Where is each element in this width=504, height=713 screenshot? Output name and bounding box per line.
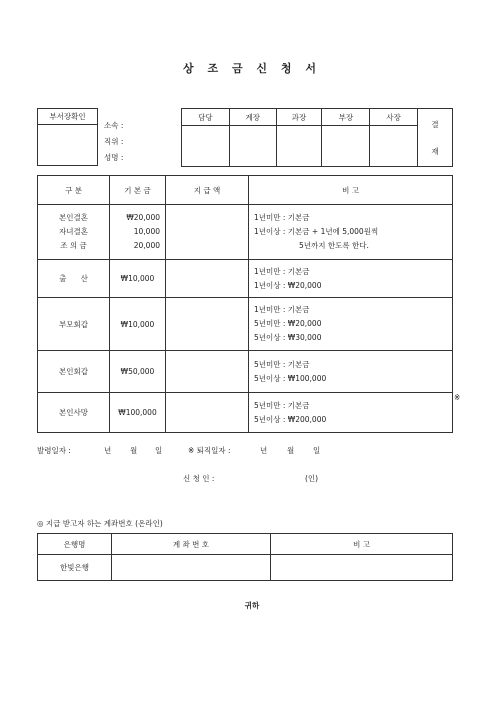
- account-heading: ◎ 지급 받고자 하는 계좌번호 (온라인): [37, 519, 163, 528]
- payment-input[interactable]: [166, 298, 249, 351]
- bank-name-cell: 한빛은행: [38, 555, 112, 581]
- account-remarks-input[interactable]: [271, 555, 453, 581]
- amount-cell: ₩10,000: [110, 298, 166, 351]
- header-remarks: 비 고: [249, 176, 453, 205]
- closing-text: 귀하: [244, 601, 260, 610]
- table-row: [38, 351, 453, 393]
- amount-cell: ₩10,000: [110, 260, 166, 298]
- category-cell: 조 의 금: [60, 241, 87, 250]
- applicant-label: 신 청 인 :: [183, 474, 215, 483]
- approval-col-chief: 계장: [229, 109, 276, 126]
- approval-side: [418, 109, 453, 167]
- table-row: [38, 260, 453, 298]
- note-line: 5년미만 : 기본금: [254, 359, 310, 369]
- sign-slot-staff[interactable]: [182, 126, 230, 167]
- note-line: 1년이상 : 기본금 + 1년에 5,000원씩: [254, 227, 379, 236]
- account-number-input[interactable]: [112, 555, 271, 581]
- note-line: 5년이상 : ₩100,000: [254, 373, 327, 383]
- header-category: 구 분: [38, 176, 110, 205]
- retirement-year-label: 년: [260, 446, 268, 455]
- category-cell: 본인결혼: [59, 213, 88, 222]
- side-note-mark: ※: [454, 393, 461, 402]
- payment-input[interactable]: [166, 393, 249, 433]
- approval-col-manager: 과장: [276, 109, 322, 126]
- dept-head-box: [37, 108, 98, 166]
- amount-cell: 20,000: [133, 241, 160, 250]
- approval-table: [181, 108, 453, 167]
- note-line: 1년미만 : 기본금: [254, 213, 310, 222]
- sign-slot-president[interactable]: [370, 126, 418, 167]
- account-header-bank: 은행명: [38, 534, 112, 555]
- table-row: [38, 298, 453, 351]
- allowance-table: [37, 175, 453, 433]
- occurrence-year-label: 년: [104, 446, 112, 455]
- sign-slot-chief[interactable]: [229, 126, 276, 167]
- payment-input[interactable]: [166, 260, 249, 298]
- payment-input[interactable]: [166, 205, 249, 260]
- table-row: [38, 555, 453, 581]
- note-line: 5년미만 : ₩20,000: [254, 319, 322, 328]
- header-payment: 지 급 액: [166, 176, 249, 205]
- sign-slot-director[interactable]: [322, 126, 370, 167]
- account-table: [37, 533, 453, 581]
- info-labels: [104, 118, 123, 166]
- account-header-remarks: 비 고: [271, 534, 453, 555]
- approval-col-president: 사장: [370, 109, 418, 126]
- approval-col-director: 부장: [322, 109, 370, 126]
- category-cell: 자녀결혼: [59, 227, 88, 236]
- amount-cell: ₩20,000: [126, 213, 160, 222]
- affiliation-label: 소속 :: [104, 121, 124, 130]
- note-line: 5년까지 한도록 한다.: [299, 241, 369, 250]
- note-line: 5년이상 : ₩200,000: [254, 414, 327, 424]
- retirement-day-label: 일: [313, 446, 321, 455]
- dept-head-label: 부서장확인: [38, 109, 97, 125]
- table-row: [38, 205, 453, 260]
- amount-cell: ₩50,000: [110, 351, 166, 393]
- note-line: 1년미만 : 기본금: [254, 305, 310, 314]
- amount-cell: ₩100,000: [110, 393, 166, 433]
- occurrence-date-label: 발령일자 :: [37, 446, 71, 455]
- note-line: 5년이상 : ₩30,000: [254, 333, 322, 342]
- note-line: 1년이상 : ₩20,000: [254, 280, 322, 290]
- category-cell: 부모회갑: [38, 298, 110, 351]
- note-line: 1년미만 : 기본금: [254, 266, 310, 276]
- applicant-seal: (인): [305, 474, 319, 483]
- account-header-number: 계 좌 번 호: [112, 534, 271, 555]
- page-title: 상 조 금 신 청 서: [183, 62, 321, 75]
- header-base-amount: 기 본 금: [110, 176, 166, 205]
- occurrence-month-label: 월: [130, 446, 138, 455]
- retirement-date-label: ※ 퇴직일자 :: [188, 446, 231, 455]
- table-row: [38, 393, 453, 433]
- position-label: 직위 :: [104, 137, 124, 146]
- approval-side-bottom: 재: [431, 146, 439, 156]
- payment-input[interactable]: [166, 351, 249, 393]
- note-line: 5년미만 : 기본금: [254, 400, 310, 410]
- category-cell: 출 산: [38, 260, 110, 298]
- sign-slot-manager[interactable]: [276, 126, 322, 167]
- approval-side-top: 결: [431, 119, 439, 129]
- retirement-month-label: 월: [287, 446, 295, 455]
- category-cell: 본인사망: [38, 393, 110, 433]
- category-cell: 본인회갑: [38, 351, 110, 393]
- amount-cell: 10,000: [133, 227, 160, 236]
- approval-col-staff: 담당: [182, 109, 230, 126]
- name-label: 성명 :: [104, 153, 124, 162]
- occurrence-day-label: 일: [155, 446, 163, 455]
